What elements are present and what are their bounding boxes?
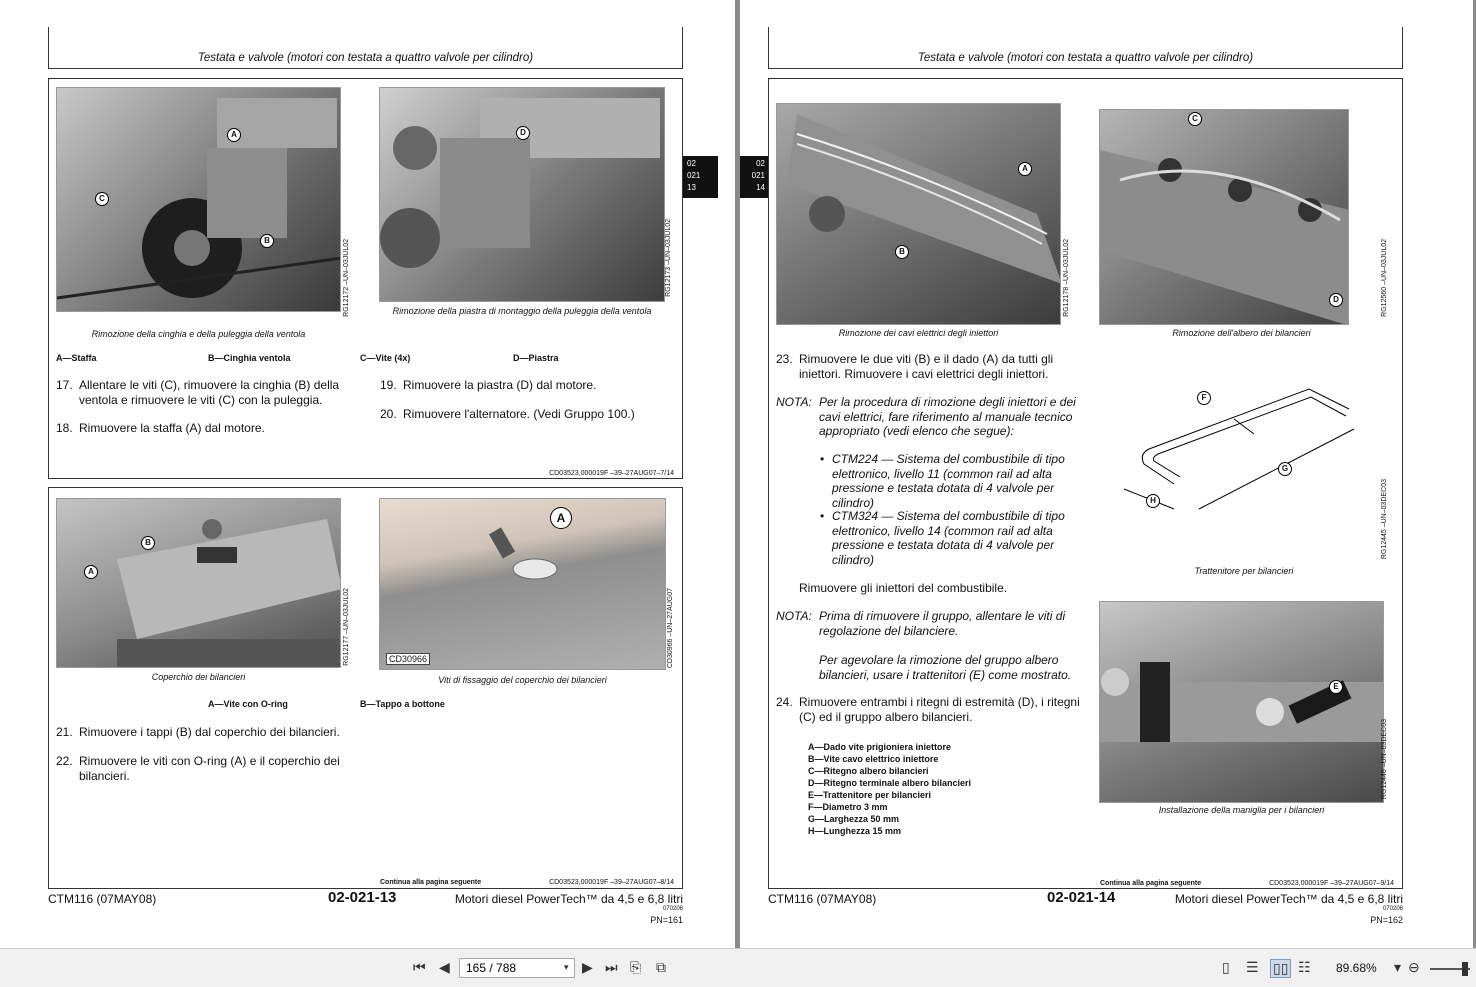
left-page — [0, 0, 735, 948]
right-page — [740, 0, 1473, 948]
callout-e: E — [1329, 680, 1343, 694]
note-2: NOTA: Prima di rimuovere il gruppo, allentare le viti di regolazione del bilanciere. — [776, 609, 1066, 638]
step-23: 23. Rimuovere le due viti (B) e il dado (A) da tutti gli iniettori. Rimuovere i cavi elettrici degli iniettori. — [776, 352, 1054, 381]
engine-photo-plate — [379, 87, 665, 302]
footer-title: Motori diesel PowerTech™ da 4,5 e 6,8 litri — [1174, 892, 1403, 906]
legend-item: B—Cinghia ventola — [208, 353, 291, 363]
single-page-icon[interactable]: ▯ — [1222, 959, 1230, 975]
step-17: 17. Allentare le viti (C), rimuovere la cinghia (B) della ventola e rimuovere le viti (C) con la puleggia. — [56, 378, 340, 407]
copy-icon[interactable]: ⧉ — [656, 959, 666, 975]
callout-c: C — [95, 192, 109, 206]
legend-item: A—Staffa — [56, 353, 97, 363]
continue-note: Continua alla pagina seguente — [1100, 880, 1202, 887]
zoom-dropdown-icon[interactable]: ▾ — [1394, 959, 1402, 975]
callout-g: G — [1278, 462, 1292, 476]
photo-id-label: RG12560 –UN–03JUL02 — [1381, 239, 1388, 317]
header-title: Testata e valvole (motori con testata a quattro valvole per cilindro) — [917, 52, 1254, 64]
engine-photo-belt — [56, 87, 341, 312]
photo-tag: CD30966 — [386, 653, 430, 665]
callout-h: H — [1146, 494, 1160, 508]
note-2-body: Per agevolare la rimozione del gruppo albero bilancieri, usare i trattenitori (E) come mostrato. — [819, 653, 1072, 682]
legend-item: A—Dado vite prigioniera iniettore — [808, 742, 952, 752]
photo-caption: Rimozione dell'albero dei bilancieri — [1172, 328, 1311, 338]
section-frame-3 — [768, 78, 1403, 889]
two-page-continuous-icon[interactable]: ☷ — [1298, 959, 1311, 975]
photo-id-label: RG12173 –UN–03JUL02 — [665, 219, 672, 297]
step-19: 19. Rimuovere la piastra (D) dal motore. — [380, 378, 597, 392]
legend-item: A—Vite con O-ring — [208, 699, 288, 709]
first-page-icon[interactable]: ⏮ — [413, 959, 426, 975]
footer-pn: PN=161 — [650, 915, 683, 925]
step-22: 22. Rimuovere le viti con O-ring (A) e il coperchio dei bilancieri. — [56, 754, 340, 783]
rocker-cover-photo — [56, 498, 341, 668]
photo-id-label: RG12178 –UN–03JUL02 — [1063, 239, 1070, 317]
injector-wires-photo — [776, 103, 1061, 325]
rocker-shaft-photo — [1099, 109, 1349, 325]
zoom-slider-handle[interactable] — [1462, 962, 1468, 976]
section-frame-1 — [48, 78, 683, 479]
photo-id-label: CD30966 –UN–27AUG07 — [667, 588, 674, 669]
callout-d: D — [516, 126, 530, 140]
prev-page-icon[interactable]: ◀ — [439, 959, 450, 975]
callout-a: A — [550, 507, 572, 529]
callout-a: A — [227, 128, 241, 142]
callout-a: A — [1018, 162, 1032, 176]
section-tab: 02 021 14 — [740, 156, 769, 198]
callout-c: C — [1188, 112, 1202, 126]
photo-caption: Rimozione della piastra di montaggio della puleggia della ventola — [392, 306, 652, 316]
photo-id-label: RG12172 –UN–03JUL02 — [343, 239, 350, 317]
step-20: 20. Rimuovere l'alternatore. (Vedi Gruppo 100.) — [380, 407, 635, 421]
legend-list — [808, 741, 971, 837]
header-title: Testata e valvole (motori con testata a quattro valvole per cilindro) — [197, 52, 534, 64]
callout-b: B — [260, 234, 274, 248]
section-tab: 02 021 13 — [683, 156, 718, 198]
reference-code: CD03523,000019F –39–27AUG07–8/14 — [549, 879, 674, 886]
legend-item: E—Trattenitore per bilancieri — [808, 790, 932, 800]
remove-injectors: Rimuovere gli iniettori del combustibile. — [799, 581, 1008, 595]
diagram-caption: Trattenitore per bilancieri — [1194, 566, 1294, 576]
continuous-icon[interactable]: ☰ — [1246, 959, 1259, 975]
legend-item: F—Diametro 3 mm — [808, 802, 888, 812]
header-box — [768, 27, 1403, 69]
photo-id-label: RG12446 –UN–03DEC03 — [1381, 719, 1388, 800]
footer-pn: PN=162 — [1370, 915, 1403, 925]
photo-caption: Rimozione dei cavi elettrici degli iniettori — [838, 328, 999, 338]
bullet-ctm224: • CTM224 — Sistema del combustibile di tipo elettronico, livello 11 (common rail ad alta pressione e testata dotata di 4 valvole per cilindro) — [832, 452, 1072, 510]
step-18: 18. Rimuovere la staffa (A) dal motore. — [56, 421, 265, 435]
header-box — [48, 27, 683, 69]
photo-caption: Coperchio dei bilancieri — [151, 672, 246, 682]
photo-id-label: RG12445 –UN–03DEC03 — [1381, 479, 1388, 560]
page-number-input[interactable] — [459, 958, 575, 978]
rocker-handle-photo — [1099, 601, 1384, 803]
photo-caption: Rimozione della cinghia e della puleggia della ventola — [91, 329, 306, 339]
callout-b: B — [141, 536, 155, 550]
reference-code: CD03523,000019F –39–27AUG07–7/14 — [549, 470, 674, 477]
footer-ctm: CTM116 (07MAY08) — [768, 892, 877, 906]
zoom-out-icon[interactable]: ⊖ — [1408, 959, 1420, 975]
callout-a: A — [84, 565, 98, 579]
footer-title: Motori diesel PowerTech™ da 4,5 e 6,8 litri — [454, 892, 683, 906]
footer-code: 070208 — [662, 906, 683, 912]
legend-item: D—Piastra — [513, 353, 559, 363]
legend-item: B—Vite cavo elettrico iniettore — [808, 754, 939, 764]
photo-caption: Viti di fissaggio del coperchio dei bilancieri — [438, 675, 607, 685]
footer-page-number: 02-021-14 — [1047, 889, 1116, 906]
callout-b: B — [895, 245, 909, 259]
footer-ctm: CTM116 (07MAY08) — [48, 892, 157, 906]
photo-caption: Installazione della maniglia per i bilancieri — [1158, 805, 1325, 815]
step-24: 24. Rimuovere entrambi i ritegni di estremità (D), i ritegni (C) ed il gruppo albero bilancieri. — [776, 695, 1080, 724]
callout-d: D — [1329, 293, 1343, 307]
footer-code: 070208 — [1382, 906, 1403, 912]
legend-item: G—Larghezza 50 mm — [808, 814, 900, 824]
note-1: NOTA: Per la procedura di rimozione degli iniettori e dei cavi elettrici, fare riferimento al manuale tecnico appropriato (vedi elenco che segue): — [776, 395, 1076, 438]
legend-item: H—Lunghezza 15 mm — [808, 826, 902, 836]
zoom-level: 89.68% — [1336, 961, 1377, 975]
photo-id-label: RG12177 –UN–03JUL02 — [343, 588, 350, 666]
screw-photo — [379, 498, 666, 670]
continue-note: Continua alla pagina seguente — [380, 879, 482, 886]
legend-item: B—Tappo a bottone — [360, 699, 445, 709]
rotate-icon[interactable]: ⎘ — [630, 959, 642, 975]
last-page-icon[interactable]: ⏭ — [605, 959, 618, 975]
legend-item: C—Vite (4x) — [360, 353, 411, 363]
legend-item: C—Ritegno albero bilancieri — [808, 766, 929, 776]
section-frame-2 — [48, 487, 683, 889]
next-page-icon[interactable]: ▶ — [582, 959, 593, 975]
reference-code: CD03523,000019F –39–27AUG07–9/14 — [1269, 880, 1394, 887]
two-page-icon[interactable]: ▯▯ — [1270, 959, 1291, 978]
footer-page-number: 02-021-13 — [328, 889, 397, 906]
callout-f: F — [1197, 391, 1211, 405]
pdf-viewer-toolbar — [0, 948, 1476, 987]
bullet-ctm324: • CTM324 — Sistema del combustibile di tipo elettronico, livello 14 (common rail ad alta pressione e testata dotata di 4 valvole per cilindro) — [832, 509, 1072, 567]
step-21: 21. Rimuovere i tappi (B) dal coperchio dei bilancieri. — [56, 725, 340, 739]
chevron-down-icon[interactable]: ▾ — [564, 962, 569, 972]
legend-item: D—Ritegno terminale albero bilancieri — [808, 778, 972, 788]
